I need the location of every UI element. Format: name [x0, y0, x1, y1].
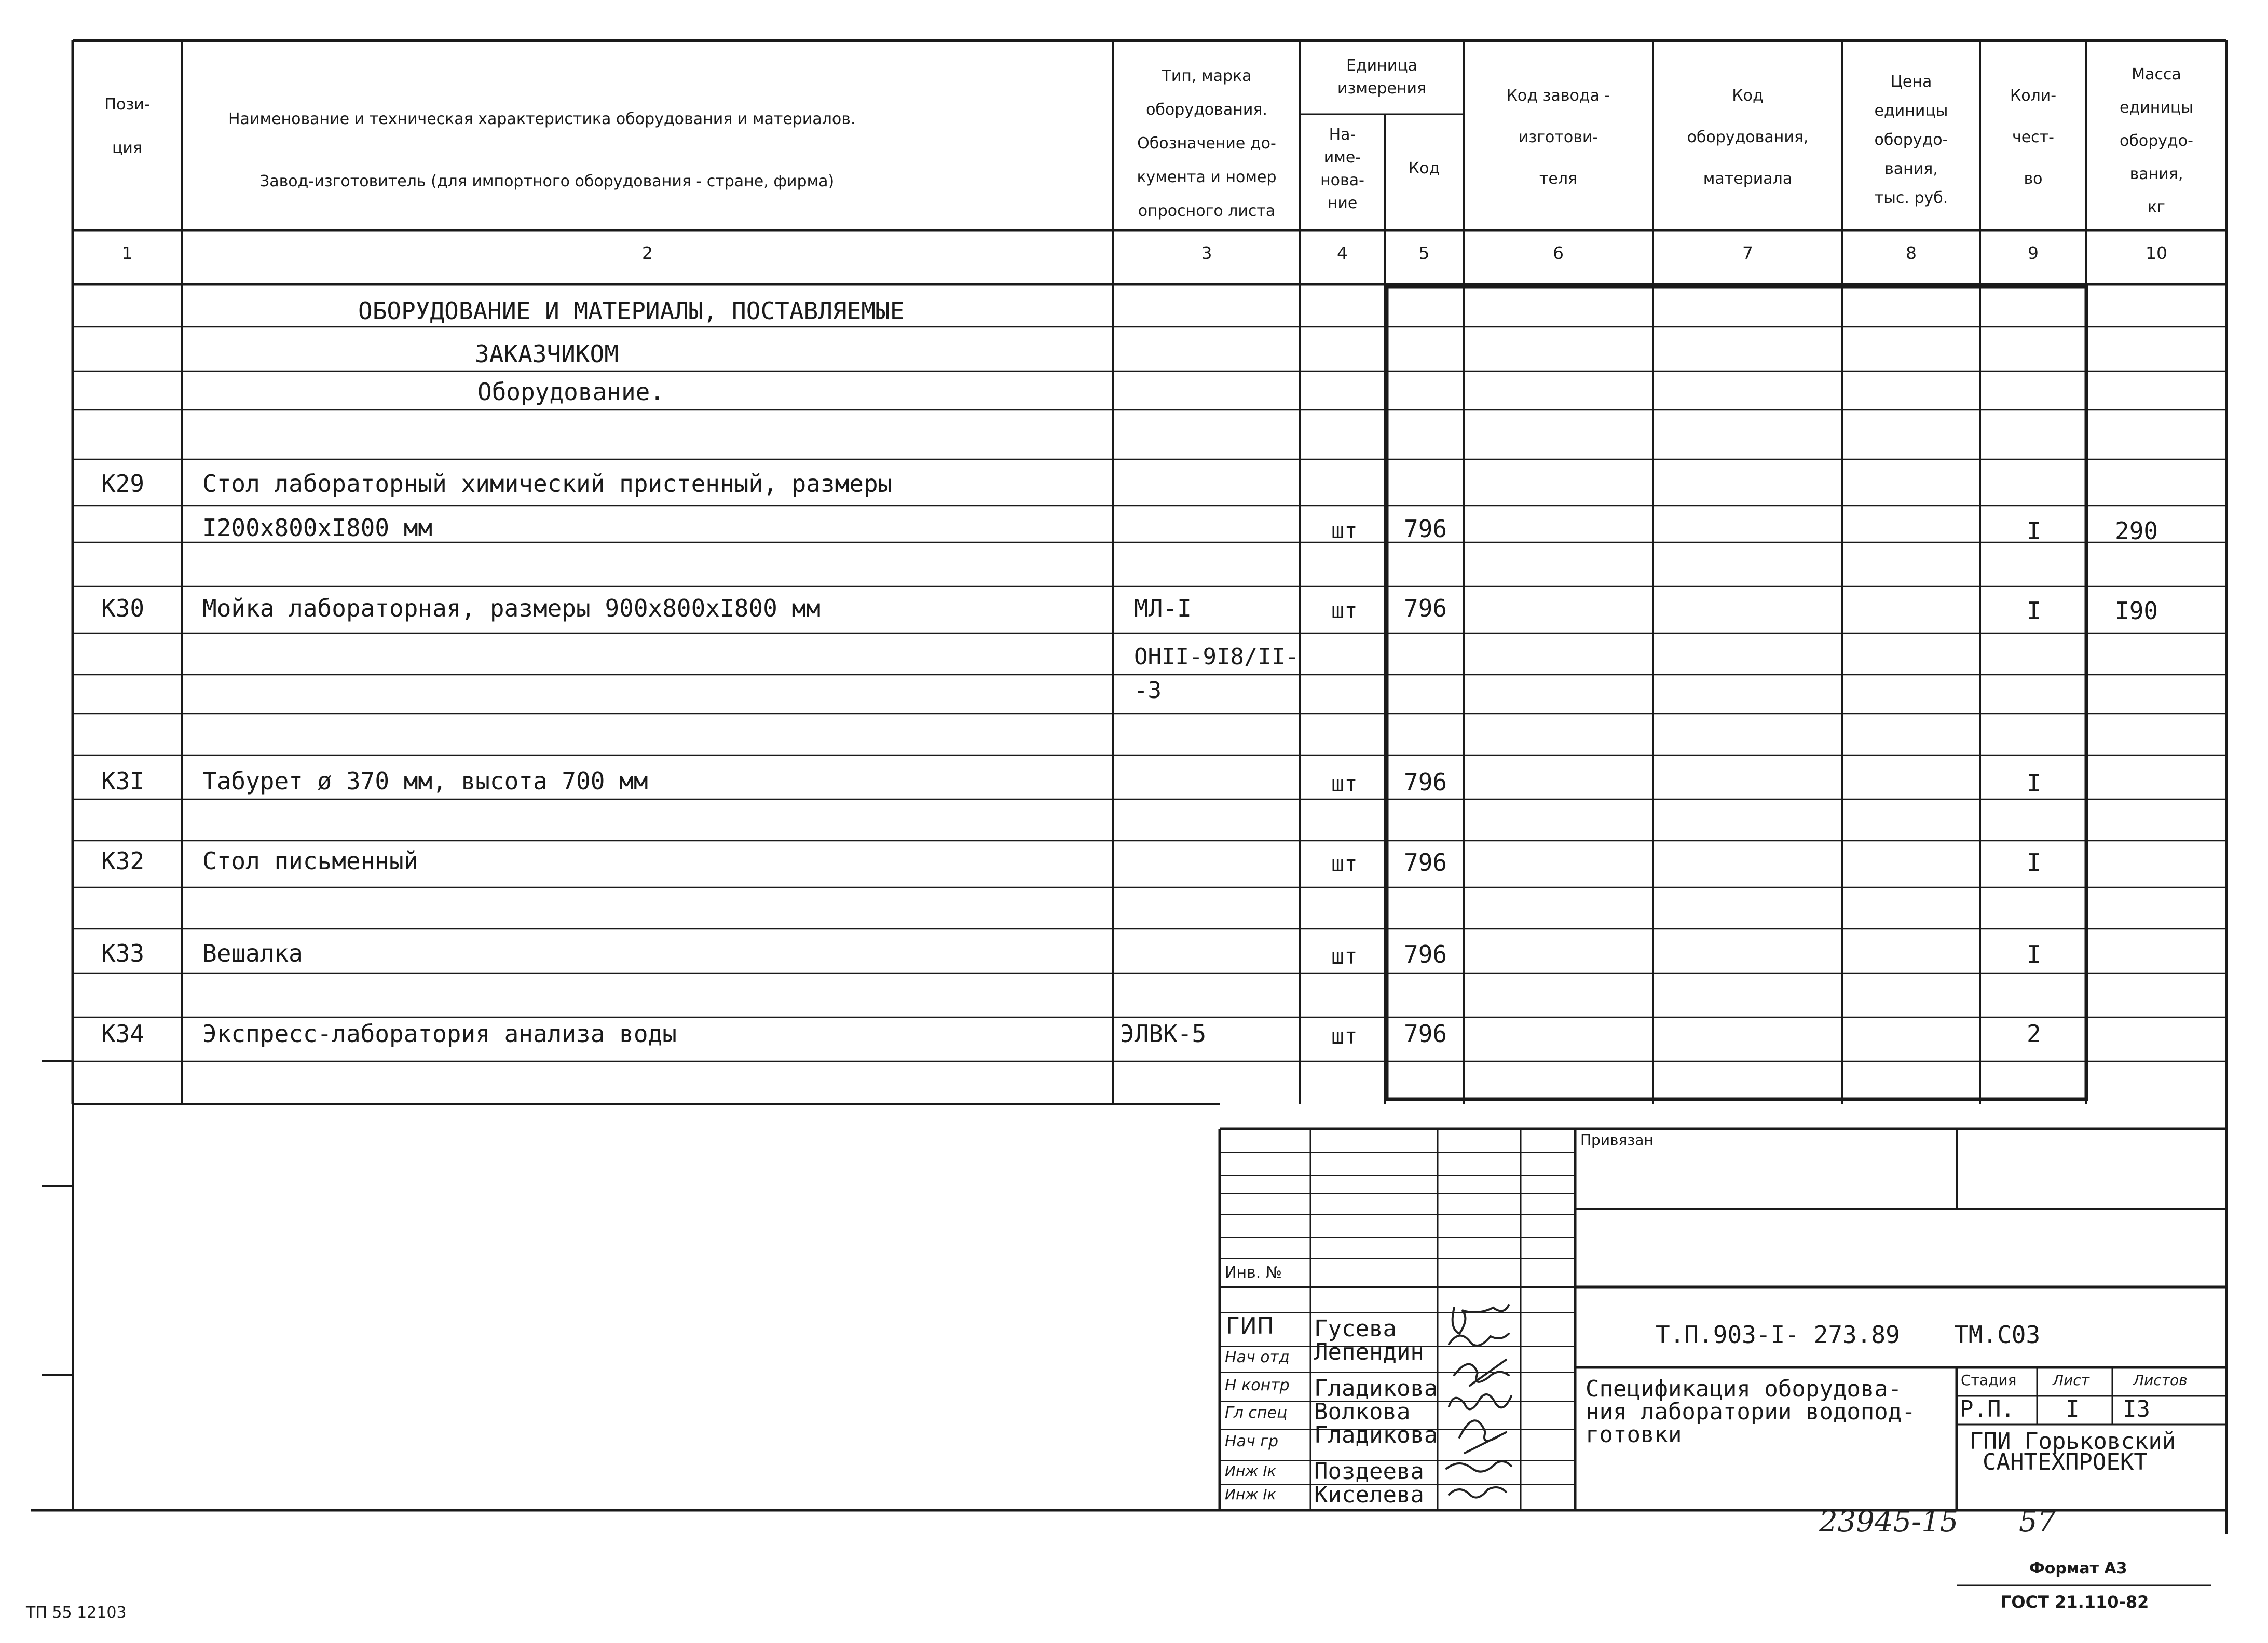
- role-inzh-1: Инж Iк: [1225, 1462, 1276, 1480]
- header-col3: Тип, марка оборудования. Обозначение до- кумента и номер опросного листа: [1137, 67, 1277, 220]
- role-nach-otd: Нач отд: [1225, 1348, 1290, 1366]
- row-k30-code: 796: [1404, 594, 1447, 622]
- row-k29-pos: К29: [101, 470, 145, 498]
- row-k32-pos: К32: [101, 847, 145, 875]
- row-k34-qty: 2: [2027, 1020, 2041, 1048]
- sheet-value: I: [2066, 1396, 2080, 1422]
- handwritten-number: 23945-15: [1819, 1505, 1959, 1539]
- row-k32-name: Стол письменный: [202, 847, 418, 875]
- row-k31-qty: I: [2027, 769, 2041, 797]
- role-nach-gr: Нач гр: [1225, 1432, 1279, 1450]
- row-k30-type: МЛ-I: [1134, 594, 1192, 622]
- role-inzh-2: Инж Iк: [1225, 1486, 1276, 1503]
- organization-line2: САНТЕХПРОЕКТ: [1983, 1449, 2148, 1475]
- inv-no-label: Инв. №: [1225, 1264, 1282, 1282]
- name-gladikova-1: Гладикова: [1314, 1375, 1438, 1402]
- colnum-3: 3: [1201, 243, 1212, 263]
- colnum-1: 1: [121, 243, 133, 263]
- colnum-6: 6: [1553, 243, 1564, 263]
- name-lependin: Лепендин: [1314, 1339, 1424, 1365]
- name-pozdeeva: Поздеева: [1314, 1458, 1424, 1485]
- row-k30-name: Мойка лабораторная, размеры 900х800хI800 мм: [202, 594, 821, 622]
- sheet-label: Лист: [2053, 1372, 2089, 1389]
- row-k30-pos: К30: [101, 594, 145, 622]
- sheets-label: Листов: [2133, 1372, 2188, 1389]
- name-volkova: Волкова: [1314, 1399, 1411, 1425]
- row-k34-code: 796: [1404, 1020, 1447, 1048]
- section-subtitle: Оборудование.: [477, 378, 665, 406]
- row-k30-qty: I: [2027, 597, 2041, 625]
- header-col1: Пози- ция: [104, 95, 150, 157]
- colnum-2: 2: [642, 243, 653, 263]
- row-k34-unit: шт: [1331, 1023, 1358, 1049]
- row-k34-type: ЭЛВК-5: [1120, 1020, 1207, 1048]
- row-k29-mass: 290: [2115, 517, 2158, 545]
- row-k32-code: 796: [1404, 848, 1447, 877]
- row-k29-name: Стол лабораторный химический пристенный, размеры: [202, 470, 893, 498]
- doc-code: Т.П.903-I- 273.89: [1656, 1321, 1900, 1349]
- row-k32-unit: шт: [1331, 851, 1358, 877]
- doc-mark: ТМ.С03: [1954, 1321, 2041, 1349]
- header-col9: Коли- чест- во: [2010, 87, 2057, 188]
- row-k34-name: Экспресс-лаборатория анализа воды: [202, 1020, 677, 1048]
- header-unit: Единица измерения: [1337, 57, 1427, 98]
- row-k30-type3: -3: [1134, 677, 1162, 704]
- name-gladikova-2: Гладикова: [1314, 1422, 1438, 1448]
- name-guseva: Гусева: [1314, 1316, 1397, 1342]
- row-k33-pos: К33: [101, 939, 145, 967]
- stage-value: Р.П.: [1960, 1396, 2015, 1422]
- colnum-9: 9: [2028, 243, 2039, 263]
- colnum-8: 8: [1906, 243, 1917, 263]
- colnum-10: 10: [2146, 243, 2167, 263]
- colnum-5: 5: [1418, 243, 1430, 263]
- gost-label: ГОСТ 21.110-82: [2001, 1592, 2149, 1612]
- section-title-line2: ЗАКАЗЧИКОМ: [475, 340, 619, 368]
- row-k30-mass: I90: [2115, 597, 2158, 625]
- organization-line1: ГПИ Горьковский: [1970, 1428, 2176, 1455]
- header-col8: Цена единицы оборудо- вания, тыс. руб.: [1874, 73, 1948, 207]
- row-k29-name2: I200х800хI800 мм: [202, 514, 433, 542]
- role-gl-spec: Гл спец: [1225, 1404, 1288, 1422]
- row-k33-name: Вешалка: [202, 939, 303, 967]
- colnum-4: 4: [1337, 243, 1348, 263]
- row-k31-pos: К3I: [101, 767, 145, 795]
- row-k29-unit: шт: [1331, 518, 1358, 543]
- header-col4: На- име- нова- ние: [1320, 126, 1364, 212]
- row-k29-qty: I: [2027, 517, 2041, 545]
- header-col2: Наименование и техническая характеристика оборудования и материалов. Завод-изготовитель (для импортного оборудования - стране, фирма): [228, 110, 856, 190]
- row-k30-unit: шт: [1331, 598, 1358, 623]
- header-col6: Код завода - изготови- теля: [1506, 87, 1610, 188]
- row-k31-name: Табурет ø 370 мм, высота 700 мм: [202, 767, 648, 795]
- role-n-kontr: Н контр: [1225, 1376, 1290, 1394]
- row-k32-qty: I: [2027, 848, 2041, 877]
- page-number: 57: [2019, 1505, 2056, 1539]
- header-col10: Масса единицы оборудо- вания, кг: [2120, 65, 2193, 216]
- row-k34-pos: К34: [101, 1020, 145, 1048]
- row-k31-code: 796: [1404, 768, 1447, 796]
- row-k31-unit: шт: [1331, 771, 1358, 797]
- name-kiseleva: Киселева: [1314, 1482, 1424, 1508]
- row-k33-qty: I: [2027, 940, 2041, 968]
- format-label: Формат А3: [2029, 1559, 2127, 1578]
- signatures: [1439, 1297, 1522, 1510]
- header-col5: Код: [1408, 159, 1440, 177]
- privyazan-label: Привязан: [1580, 1131, 1654, 1148]
- sheets-value: I3: [2123, 1396, 2150, 1422]
- section-title-line1: ОБОРУДОВАНИЕ И МАТЕРИАЛЫ, ПОСТАВЛЯЕМЫЕ: [358, 297, 905, 325]
- document-title: Спецификация оборудова- ния лаборатории водопод- готовки: [1586, 1376, 1916, 1448]
- colnum-7: 7: [1742, 243, 1753, 263]
- row-k29-code: 796: [1404, 515, 1447, 543]
- stage-label: Стадия: [1961, 1372, 2017, 1389]
- header-col7: Код оборудования, материала: [1687, 87, 1809, 188]
- row-k33-code: 796: [1404, 940, 1447, 968]
- row-k30-type2: ОНII-9I8/II-: [1134, 643, 1299, 670]
- role-gip: ГИП: [1226, 1313, 1274, 1339]
- stamp-label: ТП 55 12103: [26, 1604, 127, 1622]
- row-k33-unit: шт: [1331, 943, 1358, 969]
